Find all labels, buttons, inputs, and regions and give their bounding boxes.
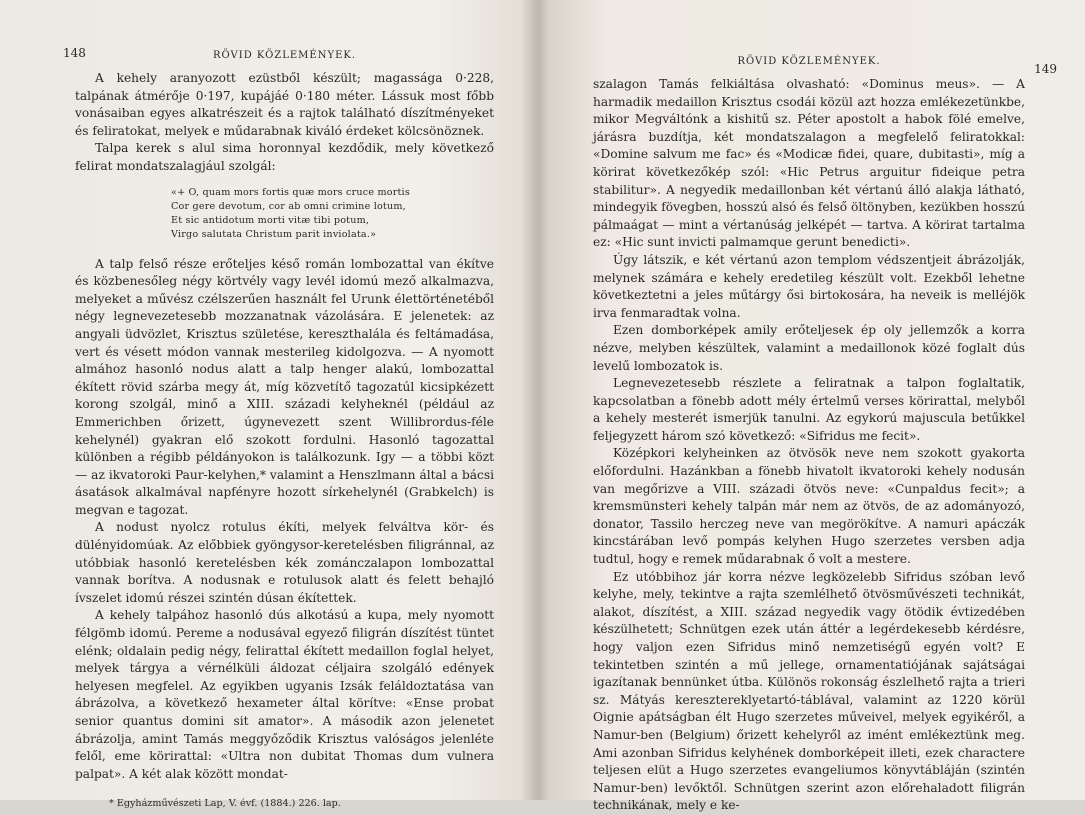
verse-line: Cor gere devotum, cor ab omni crimine lotum, (171, 200, 406, 212)
paragraph: Ezen domborképek amily erőteljesek ép oly jellemzők a korra nézve, melyben készültek, valamint a medaillonok közé foglalt dús levelű lombozatok is. (593, 323, 1025, 373)
footnote: * Egyházművészeti Lap, V. évf. (1884.) 226. lap. (109, 798, 341, 810)
paragraph: A nodust nyolcz rotulus ékíti, melyek felváltva kör- és dülényidomúak. Az előbbiek gyöngysor-keretelésben filigránnal, az utóbbiak hasonló keretelésben kék zománczalapon lombozattal vannak borítva. A nodusnak e rotulusok alatt és felett behajló ívszelet idomú részei szintén dúsan ékítettek. (75, 520, 494, 605)
inscription-verse (171, 186, 494, 242)
body-text (593, 76, 1025, 815)
right-page (545, 0, 1085, 813)
paragraph: Legnevezetesebb részlete a feliratnak a talpon foglaltatik, kapcsolatban a fönebb adott mély értelmű verses körirattal, melyből a kehely mesterét ismerjük tanulni. Az egykorú majuscula betűkkel feljegyzett három szó következő: «Sifridus me fecit». (593, 376, 1025, 443)
paragraph: szalagon Tamás felkiáltása olvasható: «Dominus meus». — A harmadik medaillon Krisztus csodái közül azt hozza emlékezetünkbe, mikor Megváltónk a kishitű sz. Péter apostolt a habok fölé emelve, járásra buzdítja, két mondatszalagon a megfelelő feliratokkal: «Domine salvum me fac» és «Modicæ fidei, quare, dubitasti», míg a körirat következőkép szól: «Hic Petrus arguitur fideique petra stabilitur». A negyedik medaillonban két vértanú álló alakja látható, mindegyik fövegben, hosszú alsó és felső öltönyben, kezükben hosszú pálmaágat — mint a vértanúság jelképét — tartva. A körirat tartalma ez: «Hic sunt invicti palmamque gerunt benedicti». (593, 77, 1025, 250)
paragraph: Ez utóbbihoz jár korra nézve legközelebb Sifridus szóban levő kelyhe, mely, tekintve a rajta szemlélhető ötvösművészeti technikát, alakot, díszítést, a XIII. század negyedik vagy ötödik évtizedében készülhetett; Schnütgen ezek után áttér a legérdekesebb kérdésre, hogy valjon ezen Sifridus minő nemzetiségű egyén volt? E tekintetben szintén a mű jellege, ornamentatiójának sajátságai igazítanak bennünket útba. Különös rokonság észlelhető rajta a trieri sz. Mátyás keresztereklyetartó-táblával, valamint az 1220 körül Oignie apátságban élt Hugo szerzetes műveivel, melyek egyikéről, a Namur-ben (Belgium) őrizett kehelyről az imént emlékeztünk meg. Ami azonban Sifridus kelyhének domborképeit illeti, ezek charactere teljesen elüt a Hugo szerzetes evangeliumos könyvtábláján (szintén Namur-ben) levőktől. Schnütgen szerint azon előrehaladott filigrán technikának, mely e ke- (593, 569, 1025, 813)
verse-line: Virgo salutata Christum parit inviolata.» (171, 228, 377, 240)
paragraph: Úgy látszik, e két vértanú azon templom védszentjeit ábrázolják, melynek számára e kehely eredetileg készült volt. Ezekből lehetne következtetni a jeles műtárgy ősi birtokosára, ha neveik is melléjök irva fenmaradtak volna. (593, 252, 1025, 320)
left-page (0, 0, 540, 810)
verse-line: «+ O, quam mors fortis quæ mors cruce mortis (171, 186, 410, 198)
paragraph: A kehely talpához hasonló dús alkotású a kupa, mely nyomott félgömb idomú. Pereme a nodusával egyező filigrán díszítést tüntet elénk; oldalain pedig négy, felirattal ékített medaillon foglal helyet, melyek tárgya a vérnélküli áldozat céljaira szolgáló edények helyesen megfelel. Az egyikben ugyanis Izsák feláldoztatása van ábrázolva, a következő hexameter által körítve: «Ense probat senior quantus domini sit amator». A második azon jelenetet ábrázolja, amint Tamás meggyőződik Krisztus valóságos jelenléte felől, eme körirattal: «Ultra non dubitat Thomas dum vulnera palpat». A két alak között mondat- (75, 608, 494, 781)
page-header (593, 52, 1057, 76)
running-head: RÖVID KÖZLEMÉNYEK. (212, 50, 357, 61)
running-head: RÖVID KÖZLEMÉNYEK. (737, 56, 881, 67)
page-header (63, 46, 494, 70)
paragraph: A kehely aranyozott ezüstből készült; magassága 0·228, talpának átmérője 0·197, kupájáé 0·180 méter. Lássuk most főbb vonásaiban egyes alkatrészeit és a rajtok található díszítményeket és feliratokat, melyek e műdarabnak kiváló érdeket kölcsönöznek. (75, 71, 494, 138)
paragraph: A talp felső része erőteljes késő román lombozattal van ékítve és közbenesőleg négy körtvély vagy levél idomú mező alkalmazva, melyeket a művész czélszerűen használt fel Urunk élettörténetéből négy legnevezetesebb mozzanatnak vázolására. E jelenetek: az angyali üdvözlet, Krisztus születése, kereszthalála és feltámadása, vert és vésett módon vannak mesterileg kidolgozva. — A nyomott almához hasonló nodus alatt a talp henger alakú, lombozattal ékített rövid szárba megy át, míg közvetítő tagozatúl kicsipkézett korong szolgál, minő a XIII. századi kelyheknél (például az Emmerichben őrizett, úgynevezett szent Willibrordus-féle kehelynél) gyakran elő szokott fordulni. Hasonló tagozattal különben a régibb példányokon is találkozunk. Igy — a többi közt — az ikvatoroki Paur-kelyhen,* valamint a Henszlmann által a bácsi ásatások alkalmával napfényre hozott sírkehelynél (Grabkelch) is megvan e tagozat. (75, 256, 494, 517)
verse-line: Et sic antidotum morti vitæ tibi potum, (171, 214, 370, 226)
page-number: 149 (1034, 62, 1057, 76)
paragraph: Talpa kerek s alul sima horonnyal kezdődik, mely következő felirat mondatszalagjául szolgál: (75, 141, 494, 173)
body-text (75, 70, 494, 783)
page-number: 148 (63, 46, 86, 60)
paragraph: Középkori kelyheinken az ötvösök neve nem szokott gyakorta előfordulni. Hazánkban a fönebb hivatolt ikvatoroki kehely nodusán van megőrizve a VIII. századi ötvös neve: «Cunpaldus fecit»; a kremsmünsteri kehely talpán már nem az ötvös, de az adományozó, donator, Tassilo herczeg neve van megörökítve. A namuri apáczák kincstárában levő pompás kelyhen Hugo szerzetes versben adja tudtul, hogy e remek műdarabnak ő volt a mestere. (593, 446, 1025, 567)
